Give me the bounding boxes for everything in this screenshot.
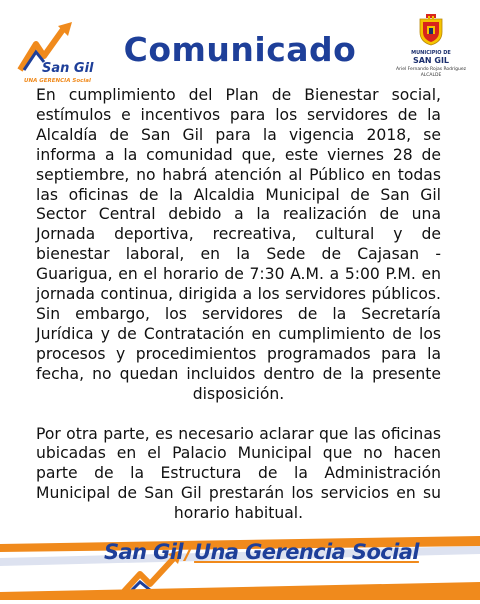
communique-body bbox=[36, 86, 441, 524]
san-gil-arrow-icon bbox=[14, 22, 94, 84]
footer-slogan bbox=[104, 534, 419, 570]
left-logo-tagline: UNA GERENCIA Social bbox=[24, 78, 91, 84]
municipality-label-name: SAN GIL bbox=[412, 56, 450, 65]
san-gil-logo bbox=[14, 22, 94, 84]
mayor-name: Ariel Fernando Rojas Rodríguez bbox=[396, 67, 466, 72]
coat-of-arms-icon bbox=[417, 14, 445, 46]
body-paragraph-1: En cumplimiento del Plan de Bienestar social, estímulos e incentivos para los servidores de la Alcaldía de San Gil para la vigencia 2018, se informa a la comunidad que, este viernes 28 de septiembre, no habrá atención al Público en todas las oficinas de la Alcaldia Municipal de San Gil Sector Central debido a la realización de una Jornada deportiva, recreativa, cultural y de bienestar laboral, en la Sede de Cajasan - Guarigua, en el horario de 7:30 A.M. a 5:00 P.M. en jornada continua, dirigida a los servidores públicos. Sin embargo, los servidores de la Secretaría Jurídica y de Contratación en cumplimiento de los procesos y procedimientos programados para la fecha, no quedan incluidos dentro de la presente disposición. bbox=[36, 86, 441, 403]
municipality-label-small: MUNICIPIO DE bbox=[411, 50, 451, 56]
body-paragraph-2: Por otra parte, es necesario aclarar que las oficinas ubicadas en el Palacio Municipal que no hacen parte de la Estructura de la Administración Municipal de San Gil prestarán los servicios en su horario habitual. bbox=[36, 424, 441, 523]
footer-separator: / bbox=[185, 540, 193, 564]
page-title: Comunicado bbox=[123, 30, 357, 69]
left-logo-brand: San Gil bbox=[42, 61, 94, 76]
footer-brand: San Gil bbox=[104, 540, 183, 564]
mayor-title: ALCALDE bbox=[420, 73, 442, 78]
footer-slogan-text: Una Gerencia Social bbox=[194, 540, 419, 564]
header bbox=[0, 0, 480, 86]
municipality-logo bbox=[394, 14, 468, 86]
